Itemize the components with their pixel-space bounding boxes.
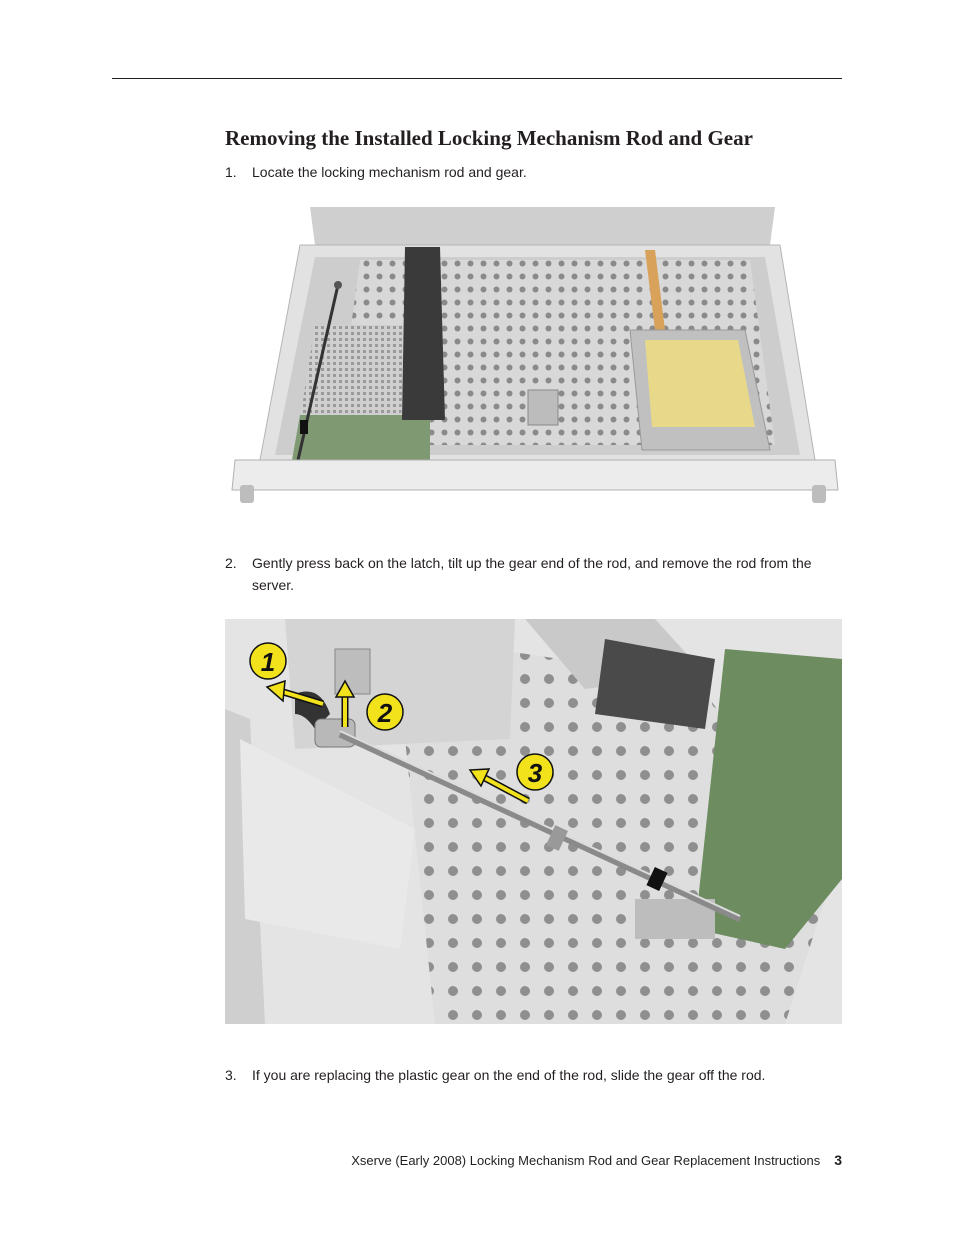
step-text: If you are replacing the plastic gear on the end of the rod, slide the gear off the rod. bbox=[252, 1067, 766, 1083]
step-number: 2. bbox=[225, 555, 237, 571]
step-number: 1. bbox=[225, 164, 237, 180]
server-top-view-photo bbox=[230, 205, 840, 510]
callout-number-2: 2 bbox=[377, 698, 393, 728]
section-heading: Removing the Installed Locking Mechanism Rod and Gear bbox=[225, 126, 753, 150]
step-number: 3. bbox=[225, 1067, 237, 1083]
footer-title: Xserve (Early 2008) Locking Mechanism Rod and Gear Replacement Instructions bbox=[351, 1153, 821, 1168]
page-footer bbox=[351, 1152, 842, 1168]
step-text: Locate the locking mechanism rod and gear. bbox=[252, 164, 527, 180]
header-rule bbox=[112, 78, 842, 79]
page-number: 3 bbox=[834, 1152, 842, 1168]
callout-number-1: 1 bbox=[260, 647, 276, 677]
rod-removal-closeup-photo bbox=[225, 619, 842, 1024]
callout-number-3: 3 bbox=[527, 758, 543, 788]
step-text: Gently press back on the latch, tilt up the gear end of the rod, and remove the rod from the server. bbox=[252, 555, 812, 593]
